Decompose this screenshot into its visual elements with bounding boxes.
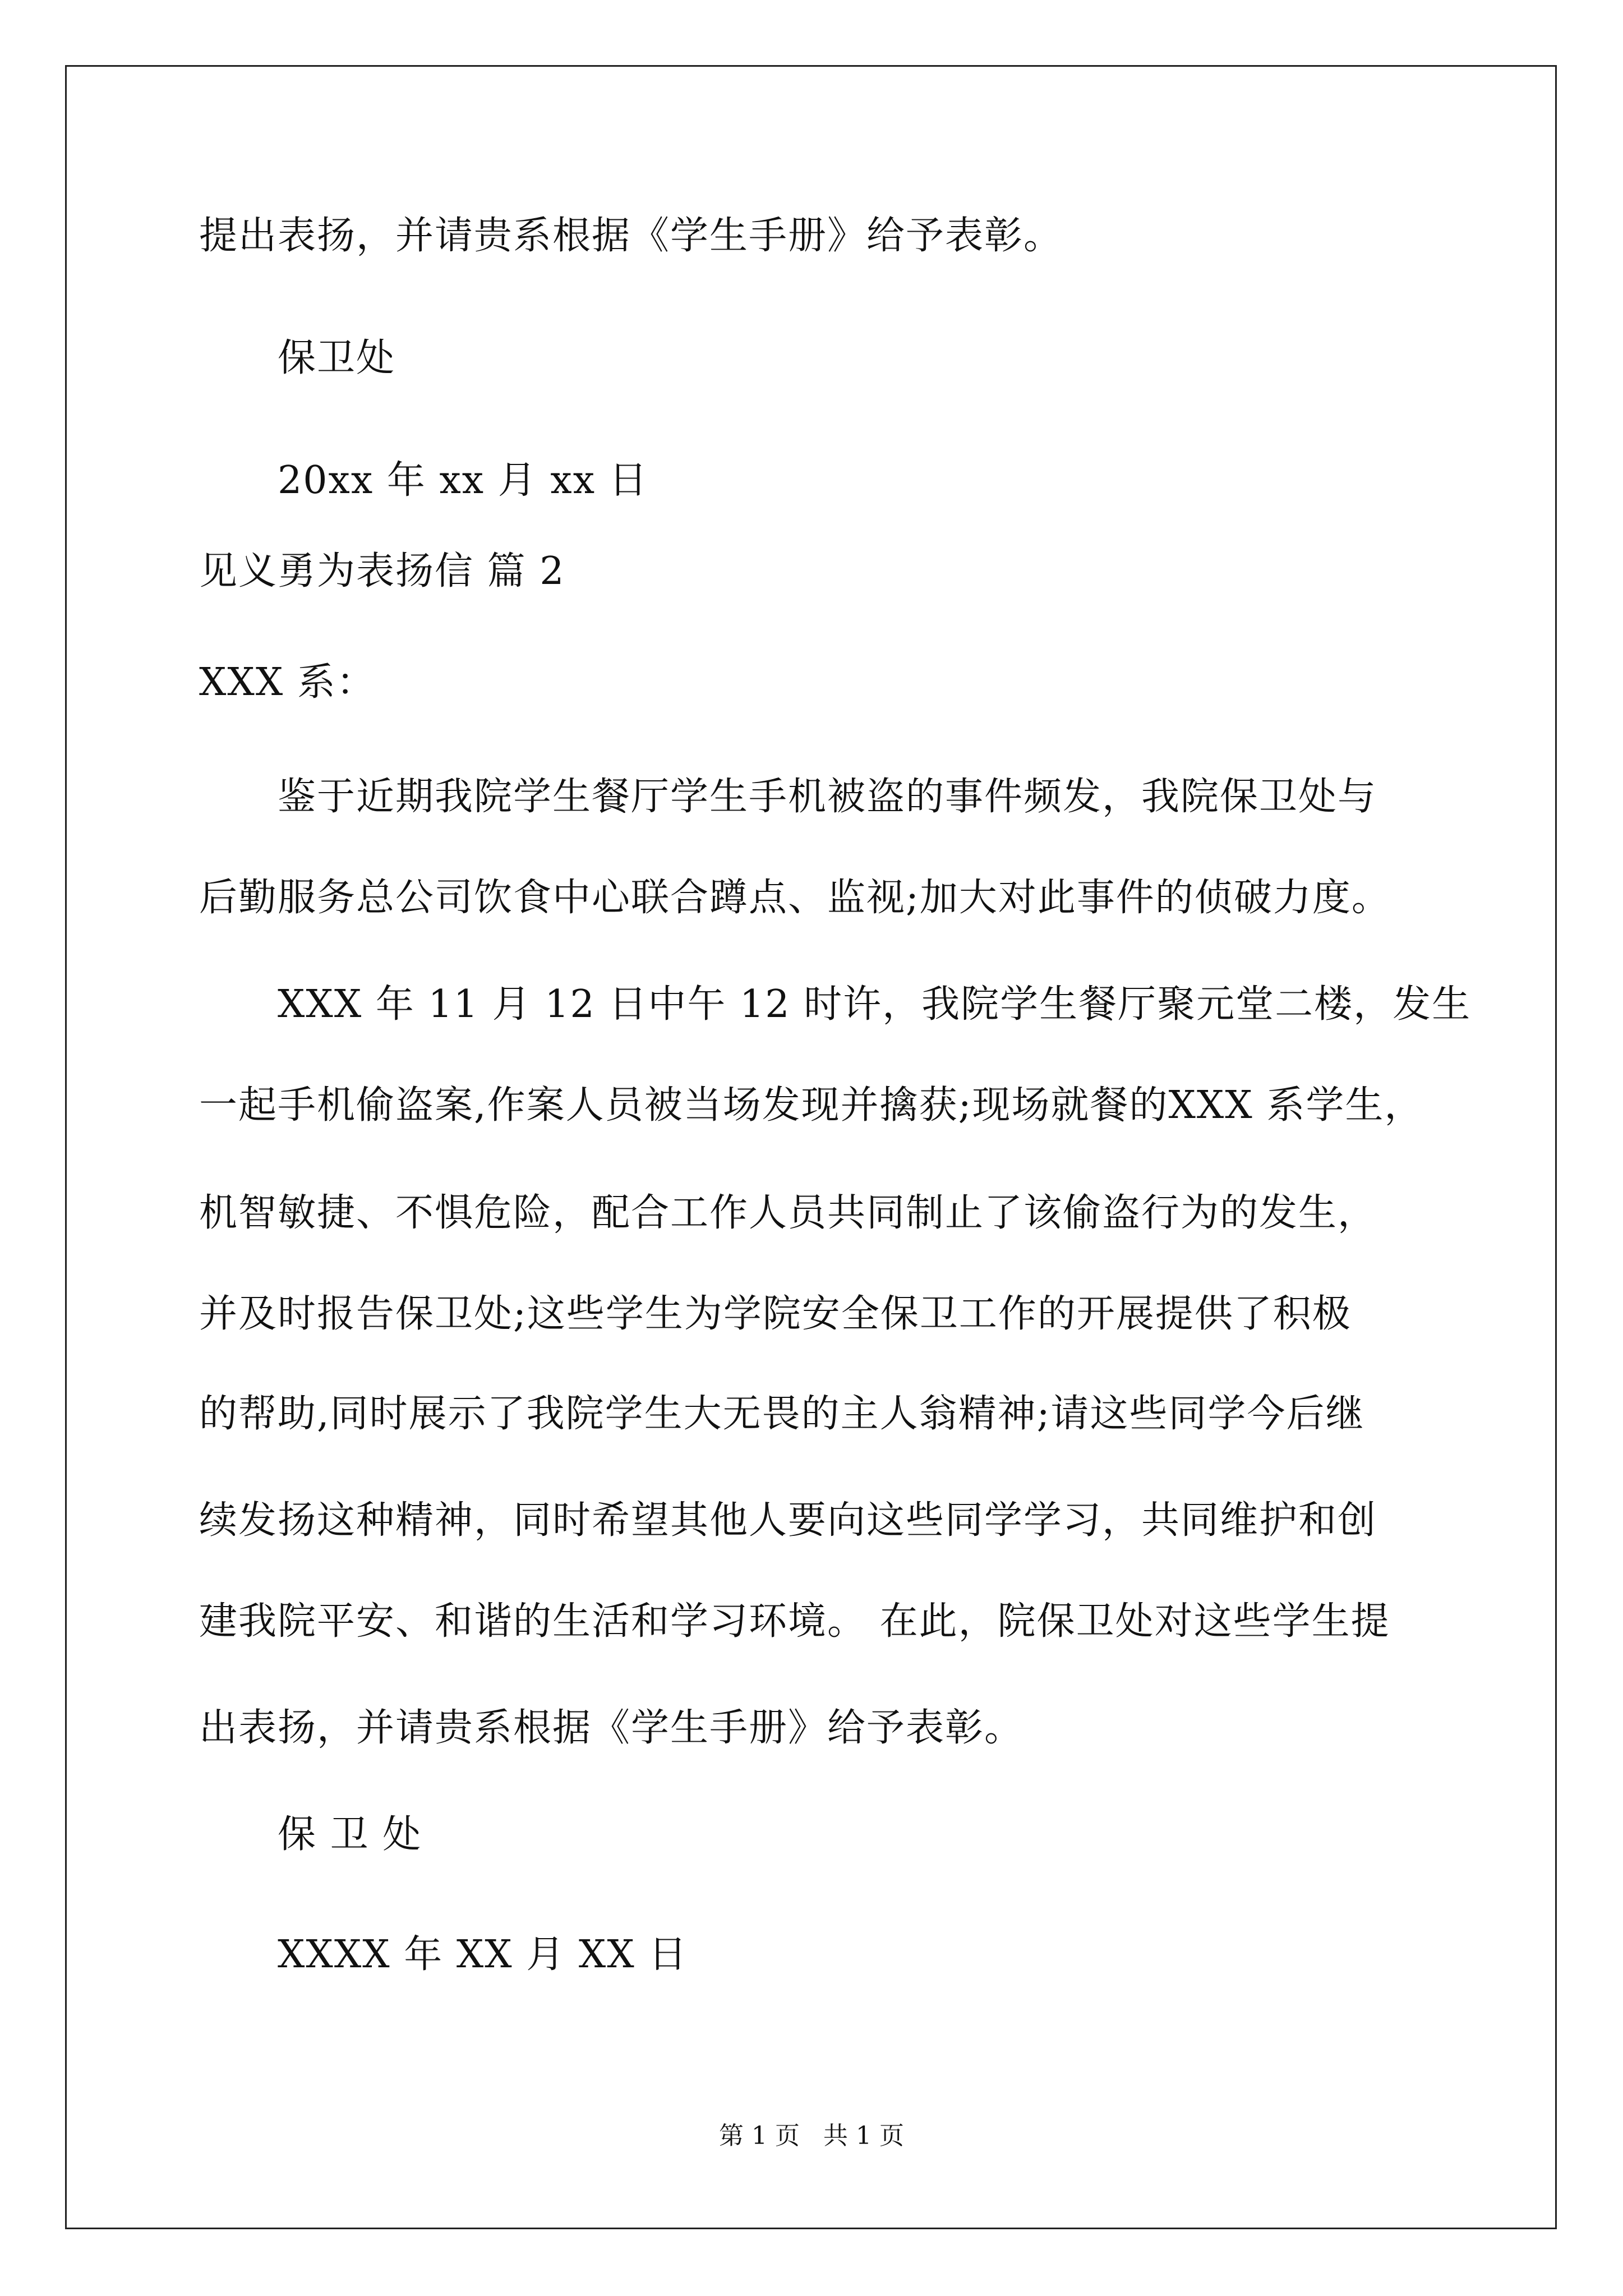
paragraph-line-5: 机智敏捷、不惧危险，配合工作人员共同制止了该偷盗行为的发生， [199,1191,1377,1235]
paragraph-line-2: 后勤服务总公司饮食中心联合蹲点、监视;加大对此事件的侦破力度。 [199,876,1391,920]
signature-office-1: 保卫处 [278,336,396,380]
date-line-1: 20xx 年 xx 月 xx 日 [278,458,648,503]
paragraph-line-1: 鉴于近期我院学生餐厅学生手机被盗的事件频发，我院保卫处与 [278,775,1377,819]
signature-office-2: 保 卫 处 [278,1812,422,1857]
paragraph-line-6: 并及时报告保卫处;这些学生为学院安全保卫工作的开展提供了积极 [199,1292,1352,1336]
date-line-2: XXXX 年 XX 月 XX 日 [278,1932,688,1977]
paragraph-line-3: XXX 年 11 月 12 日中午 12 时许，我院学生餐厅聚元堂二楼，发生 [278,982,1472,1027]
paragraph-line-9: 建我院平安、和谐的生活和学习环境。 在此，院保卫处对这些学生提 [199,1599,1390,1644]
page-border [65,65,1557,2229]
section-heading: 见义勇为表扬信 篇 2 [199,549,565,593]
page-footer: 第 1 页 共 1 页 [719,2122,904,2150]
text-line-1: 提出表扬，并请贵系根据《学生手册》给予表彰。 [199,214,1063,258]
paragraph-line-8: 续发扬这种精神，同时希望其他人要向这些同学学习，共同维护和创 [199,1498,1377,1543]
paragraph-line-7: 的帮助,同时展示了我院学生大无畏的主人翁精神;请这些同学今后继 [199,1392,1365,1436]
salutation: XXX 系： [199,660,376,705]
paragraph-line-10: 出表扬，并请贵系根据《学生手册》给予表彰。 [199,1706,1024,1750]
paragraph-line-4: 一起手机偷盗案,作案人员被当场发现并擒获;现场就餐的XXX 系学生， [199,1083,1424,1128]
